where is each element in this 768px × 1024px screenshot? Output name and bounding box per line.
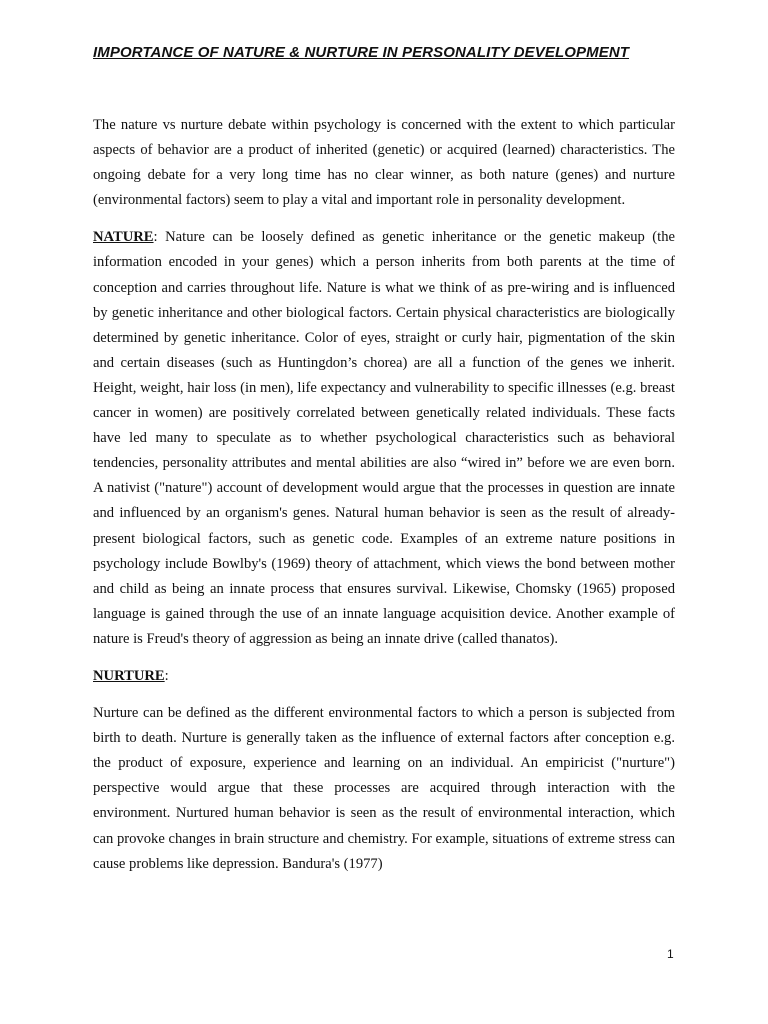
intro-paragraph: The nature vs nurture debate within psychology is concerned with the extent to which particular aspects of behavior are a product of inherited (genetic) or acquired (learned) characteristics. The ongoing debate for a very long time has no clear winner, as both nature (genes) and nurture (environmental factors) seem to play a vital and important role in personality development. [93, 117, 675, 209]
document-title: IMPORTANCE OF NATURE & NURTURE IN PERSONALITY DEVELOPMENT [93, 44, 630, 61]
nature-heading-colon: : [153, 229, 158, 246]
document-body [93, 113, 675, 889]
nurture-heading-line [93, 664, 675, 689]
nature-heading: NATURE [93, 229, 154, 246]
nature-paragraph [93, 225, 675, 652]
page-number: 1 [667, 947, 674, 961]
nurture-heading-colon: : [164, 667, 169, 684]
nature-text: Nature can be loosely defined as genetic inheritance or the genetic makeup (the information encoded in your genes) which a person inherits from both parents at the time of conception and carries throughout life. Nature is what we think of as pre-wiring and is influenced by genetic inheritance and other biological factors. Certain physical characteristics are biologically determined by genetic inheritance. Color of eyes, straight or curly hair, pigmentation of the skin and certain diseases (such as Huntingdon’s chorea) are all a function of the genes we inherit. Height, weight, hair loss (in men), life expectancy and vulnerability to specific illnesses (e.g. breast cancer in women) are positively correlated between genetically related individuals. These facts have led many to speculate as to whether psychological characteristics such as behavioral tendencies, personality attributes and mental abilities are also “wired in” before we are even born. A nativist ("nature") account of development would argue that the processes in question are innate and influenced by an organism's genes. Natural human behavior is seen as the result of already-present biological factors, such as genetic code. Examples of an extreme nature positions in psychology include Bowlby's (1969) theory of attachment, which views the bond between mother and child as being an innate process that ensures survival. Likewise, Chomsky (1965) proposed language is gained through the use of an innate language acquisition device. Another example of nature is Freud's theory of aggression as being an innate drive (called thanatos). [93, 229, 675, 647]
nurture-paragraph: Nurture can be defined as the different environmental factors to which a person is subjected from birth to death. Nurture is generally taken as the influence of external factors after conception e.g. the product of exposure, experience and learning on an individual. An empiricist ("nurture") perspective would argue that these processes are acquired through interaction with the environment. Nurtured human behavior is seen as the result of environmental interaction, which can provoke changes in brain structure and chemistry. For example, situations of extreme stress can cause problems like depression. Bandura's (1977) [93, 705, 675, 872]
nurture-heading: NURTURE [93, 667, 165, 684]
